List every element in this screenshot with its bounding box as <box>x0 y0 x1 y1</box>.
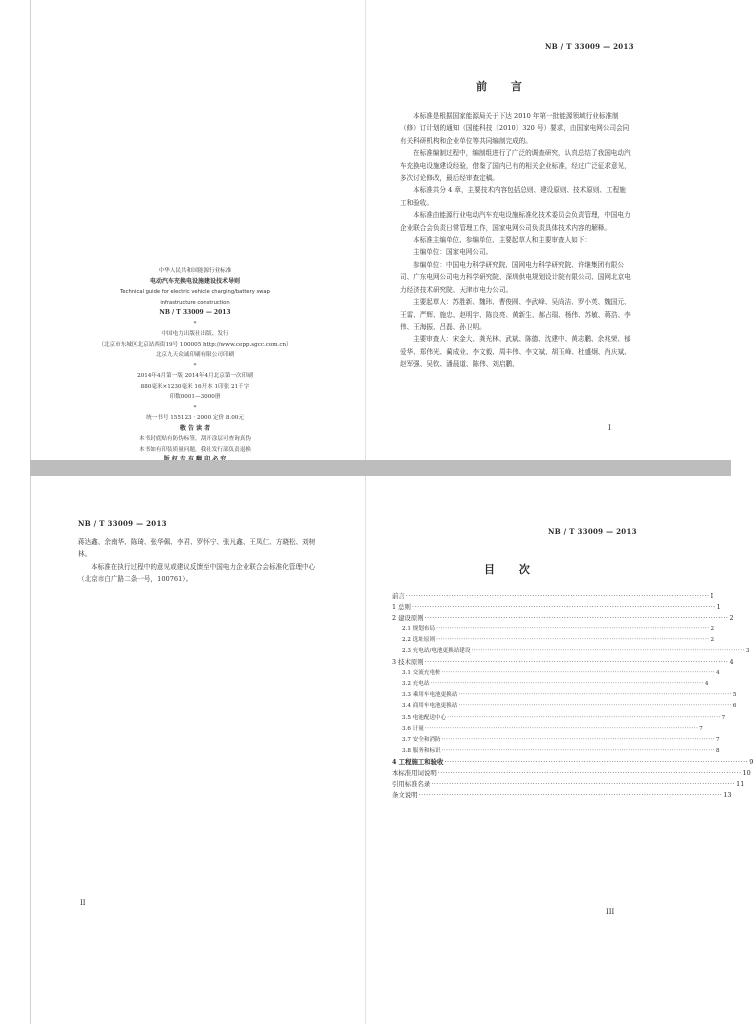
toc-leader-dots: ························································································································ <box>437 768 742 777</box>
toc-entry-label: 3.1 交流充电桩 <box>402 670 441 677</box>
scan-divider <box>30 460 731 476</box>
table-of-contents <box>392 591 753 801</box>
foreword-paragraph: 本标准共分 4 章，主要技术内容包括总则、建设原则、技术原则、工程施工和验收。 <box>400 186 626 207</box>
foreword-paragraph: 主要起草人：苏胜新、魏玮、曹俊圆、李武峰、吴尚洁、罗小英、魏国元、王雷、严辉、施忠、赵明宇、陈良亮、黄新生、郝占瑞、杨伟、苏敏、蒋浩、李伟、王海振、吕磊、孙卫明。 <box>400 298 631 331</box>
toc-entry-label: 3.4 商用车电池更换站 <box>402 703 458 710</box>
toc-entry <box>392 746 720 757</box>
toc-entry-label: 2.1 规划布局 <box>402 626 436 633</box>
imprint-standard-number: NB / T 33009 — 2013 <box>159 309 231 316</box>
toc-entry-page: 3 <box>745 648 750 655</box>
toc-leader-dots: ························································································································ <box>424 725 699 732</box>
toc-leader-dots: ························································································································ <box>441 736 716 743</box>
toc-title: 目 次 <box>484 563 540 576</box>
foreword-paragraph: 参编单位：中国电力科学研究院、国网电力科学研究院、许继集团有限公司、广东电网公司电力科学研究院、深圳供电规划设计院有限公司、国网北京电力经济技术研究院、天津市电力公司。 <box>400 260 631 294</box>
toc-entry <box>392 790 732 801</box>
toc-entry-page: 8 <box>716 747 720 754</box>
foreword-body <box>400 110 632 371</box>
toc-leader-dots: ························································································································ <box>441 747 716 754</box>
toc-entry <box>392 657 734 668</box>
imprint-separator: * <box>193 362 197 369</box>
toc-entry-page: 7 <box>721 714 726 721</box>
toc-leader-dots: ························································································································ <box>405 592 710 600</box>
foreword-paragraph: 主编单位：国家电网公司。 <box>413 248 493 257</box>
toc-entry-page: 13 <box>723 790 732 799</box>
toc-entry <box>392 779 745 790</box>
toc-entry-page: 10 <box>742 768 751 777</box>
running-header: NB / T 33009 — 2013 <box>545 42 634 51</box>
imprint-publisher: 中国电力出版社出版、发行 <box>161 331 229 337</box>
toc-entry <box>392 646 750 657</box>
toc-entry <box>392 635 714 646</box>
toc-entry-page: 4 <box>729 658 734 667</box>
imprint-separator: * <box>193 404 197 411</box>
toc-entry-page: 4 <box>704 681 709 688</box>
toc-entry-label: 4 工程施工和验收 <box>392 757 444 766</box>
toc-entry-page: 4 <box>716 670 720 677</box>
toc-entry <box>392 768 751 779</box>
toc-leader-dots: ························································································································ <box>424 614 729 623</box>
foreword-paragraph: 主要审查人：宋金大、龚光林、武斌、陈德、沈建中、黄志鹏、余兆荣、郁爱华、郑伟光、蔺成业、李文毅、周丰伟、李文斌、胡玉峰、杜盛炯、肖庆斌、赵军强、吴钦、潘晨道、陈伟、刘启鹏、 <box>400 335 631 369</box>
toc-entry <box>392 713 726 724</box>
toc-entry <box>392 591 714 602</box>
toc-entry-page: I <box>710 592 714 600</box>
toc-entry <box>392 757 753 768</box>
toc-entry-label: 2.2 选址原则 <box>402 637 436 644</box>
spine-fold <box>365 476 366 1024</box>
imprint-notice-line: 本书封底贴有防伪标签，刮开涂层可查询真伪 <box>139 436 251 442</box>
page-title: 前 言 <box>476 80 532 93</box>
toc-entry <box>392 679 709 690</box>
toc-entry-label: 3.2 充电站 <box>402 681 430 688</box>
toc-entry <box>392 701 737 712</box>
toc-entry-label: 2 建设原则 <box>392 614 424 623</box>
toc-leader-dots: ························································································································ <box>436 626 710 633</box>
imprint-format: 880毫米×1230毫米 16开本 1印张 21千字 <box>140 383 250 390</box>
imprint-notice-title: 敬 告 读 者 <box>179 424 211 432</box>
imprint-title-cn: 电动汽车充换电设施建设技术导则 <box>149 277 240 285</box>
toc-leader-dots: ························································································································ <box>458 703 732 710</box>
toc-leader-dots: ························································································································ <box>411 603 716 612</box>
foreword-paragraph: 本标准是根据国家能源局关于下达 2010 年第一批能源领域行业标准制（修）订计划的通知（国能科技〔2010〕320 号）要求，由国家电网公司会同有关科研机构和企业单位等共同编制完成的。 <box>400 112 630 145</box>
toc-entry <box>392 690 737 701</box>
toc-leader-dots: ························································································································ <box>471 648 745 655</box>
toc-entry-page: 2 <box>710 637 714 644</box>
toc-entry-label: 3.5 电池配送中心 <box>402 714 447 721</box>
toc-leader-dots: ························································································································ <box>436 637 710 644</box>
toc-entry-label: 2.3 充电站/电池更换站建设 <box>402 648 471 655</box>
toc-leader-dots: ························································································································ <box>444 757 749 766</box>
imprint-edition: 2014年4月第一版 2014年4月北京第一次印刷 <box>137 373 253 379</box>
toc-entry-label: 本标准用词说明 <box>392 768 437 777</box>
toc-entry <box>392 724 703 735</box>
foreword-continued <box>78 536 326 586</box>
toc-entry-label: 条文说明 <box>392 790 418 799</box>
imprint-price: 统一书号 155123 · 2000 定价 8.00元 <box>146 415 244 421</box>
toc-entry-page: 11 <box>736 779 745 788</box>
toc-entry <box>392 735 720 746</box>
foreword-paragraph: 本标准在执行过程中的意见或建议反馈至中国电力企业联合会标准化管理中心（北京市白广路二条一号，100761）。 <box>78 562 316 584</box>
imprint-separator: * <box>193 320 197 327</box>
toc-entry-page: 9 <box>749 757 753 766</box>
toc-entry-page: 7 <box>699 725 703 732</box>
running-header: NB / T 33009 — 2013 <box>78 519 167 528</box>
spine-fold <box>365 0 366 460</box>
toc-entry-page: 7 <box>716 736 720 743</box>
page-number: I <box>608 424 611 432</box>
toc-entry-label: 3.6 计量 <box>402 725 424 732</box>
toc-leader-dots: ························································································································ <box>418 790 723 799</box>
toc-entry <box>392 624 714 635</box>
toc-entry-label: 3.8 服务和标识 <box>402 747 441 754</box>
toc-leader-dots: ························································································································ <box>431 779 736 788</box>
toc-entry-label: 3.7 安全和消防 <box>402 736 441 743</box>
foreword-paragraph: 本标准主编单位、参编单位、主要起草人和主要审查人如下： <box>413 236 592 245</box>
imprint-printer: 北京九天众诚印刷有限公司印刷 <box>155 352 235 358</box>
toc-entry <box>392 613 734 624</box>
toc-leader-dots: ························································································································ <box>430 681 704 688</box>
toc-entry-page: 2 <box>710 626 714 633</box>
toc-entry-page: 6 <box>732 703 737 710</box>
toc-entry-page: 5 <box>732 692 737 699</box>
page-number: II <box>80 899 86 907</box>
running-header: NB / T 33009 — 2013 <box>548 527 637 536</box>
toc-entry-label: 引用标准名录 <box>392 779 431 788</box>
page-number: III <box>606 908 615 916</box>
toc-entry-label: 3 技术原则 <box>392 658 424 667</box>
toc-leader-dots: ························································································································ <box>447 714 721 721</box>
imprint-notice-line: 本书如有印装质量问题，我社发行部负责退换 <box>139 446 251 453</box>
toc-leader-dots: ························································································································ <box>458 692 732 699</box>
imprint-address: （北京市东城区北京站西街19号 100005 http://www.cepp.sgcc.com.cn） <box>98 341 292 348</box>
toc-leader-dots: ························································································································ <box>441 670 716 677</box>
imprint-title-en-2: infrastructure construction <box>160 299 230 306</box>
toc-entry-label: 1 总则 <box>392 603 411 612</box>
foreword-paragraph: 本标准由能源行业电动汽车充电设施标准化技术委员会负责管理，中国电力企业联合会负责日常管理工作，国家电网公司负责具体技术内容的解释。 <box>400 211 631 232</box>
toc-leader-dots: ························································································································ <box>424 658 729 667</box>
page-edge <box>30 476 31 1024</box>
toc-entry-label: 3.3 乘用车电池更换站 <box>402 692 458 699</box>
toc-entry <box>392 668 720 679</box>
toc-entry-page: 1 <box>716 603 721 612</box>
imprint-print-run: 印数0001—3000册 <box>169 394 221 400</box>
foreword-paragraph: 蒋达鑫、余南华、陈琦、张华佩、李君、罗怀宁、张凡鑫、王凤仁、方晓松、刘树林。 <box>78 538 316 559</box>
toc-entry <box>392 602 721 613</box>
page-edge <box>30 0 31 460</box>
imprint-block <box>80 266 310 466</box>
foreword-paragraph: 在标准编制过程中，编制组进行了广泛的调查研究，认真总结了我国电动汽车充换电设施建设经验，借鉴了国内已有的相关企业标准，经过广泛征求意见，多次讨论修改，最后经审查定稿。 <box>400 149 631 183</box>
imprint-title-en: Technical guide for electric vehicle charging/battery swap <box>120 289 270 295</box>
toc-entry-page: 2 <box>729 614 734 623</box>
toc-entry-label: 前言 <box>392 592 405 600</box>
imprint-line: 中华人民共和国能源行业标准 <box>158 268 232 274</box>
top-book-spread <box>0 0 731 460</box>
